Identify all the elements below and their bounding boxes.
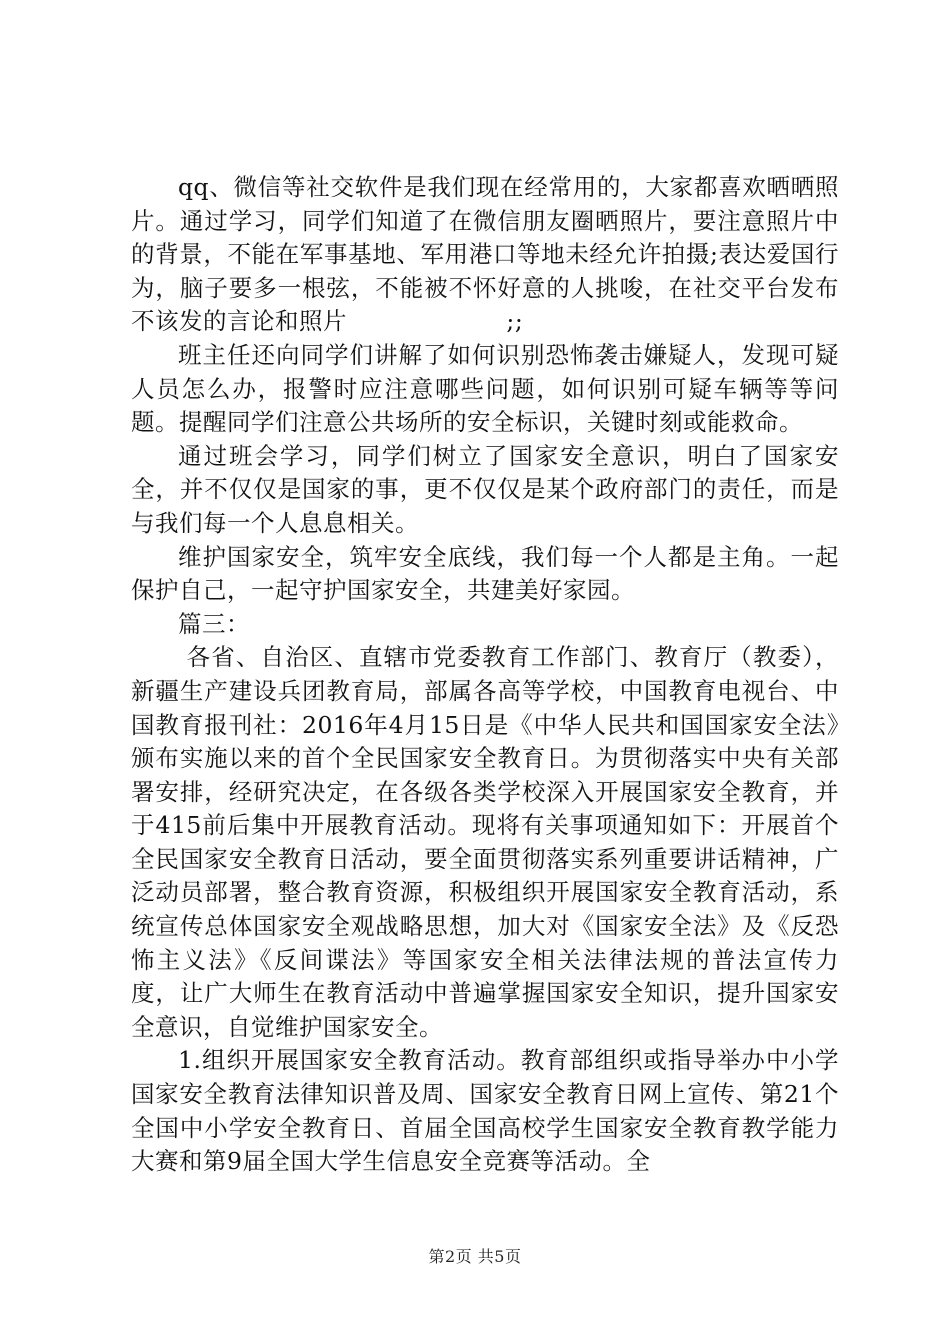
- paragraph-protect-security: 维护国家安全，筑牢安全底线，我们每一个人都是主角。一起保护自己，一起守护国家安全，共建美好家园。: [131, 542, 839, 605]
- page-footer: 第2页 共5页: [428, 1247, 522, 1266]
- paragraph-activity-1: 1.组织开展国家安全教育活动。教育部组织或指导举办中小学国家安全教育法律知识普及周、国家安全教育日网上宣传、第21个全国中小学安全教育日、首届全国高校学生国家安全教育教学能力大赛和第9届全国大学生信息安全竞赛等活动。全: [131, 1046, 839, 1176]
- paragraph-class-meeting: 通过班会学习，同学们树立了国家安全意识，明白了国家安全，并不仅仅是国家的事，更不仅仅是某个政府部门的责任，而是与我们每一个人息息相关。: [131, 441, 839, 537]
- paragraph-social-media: qq、微信等社交软件是我们现在经常用的，大家都喜欢晒晒照片。通过学习，同学们知道了在微信朋友圈晒照片，要注意照片中的背景，不能在军事基地、军用港口等地未经允许拍摄;表达爱国行为，脑子要多一根弦，不能被不怀好意的人挑唆，在社交平台发布不该发的言论和照片 ;;: [131, 173, 839, 336]
- section-heading: 篇三：: [178, 609, 250, 638]
- paragraph-notice: 各省、自治区、直辖市党委教育工作部门、教育厅（教委），新疆生产建设兵团教育局，部属各高等学校，中国教育电视台、中国教育报刊社：2016年4月15日是《中华人民共和国国家安全法》颁布实施以来的首个全民国家安全教育日。为贯彻落实中央有关部署安排，经研究决定，在各级各类学校深入开展国家安全教育，并于415前后集中开展教育活动。现将有关事项通知如下：开展首个全民国家安全教育日活动，要全面贯彻落实系列重要讲话精神，广泛动员部署，整合教育资源，积极组织开展国家安全教育活动，系统宣传总体国家安全观战略思想，加大对《国家安全法》及《反恐怖主义法》《反间谍法》等国家安全相关法律法规的普法宣传力度，让广大师生在教育活动中普遍掌握国家安全知识，提升国家安全意识，自觉维护国家安全。: [131, 643, 839, 1041]
- document-body: [131, 171, 839, 1179]
- paragraph-teacher-explains: 班主任还向同学们讲解了如何识别恐怖袭击嫌疑人，发现可疑人员怎么办，报警时应注意哪些问题，如何识别可疑车辆等等问题。提醒同学们注意公共场所的安全标识，关键时刻或能救命。: [131, 340, 839, 437]
